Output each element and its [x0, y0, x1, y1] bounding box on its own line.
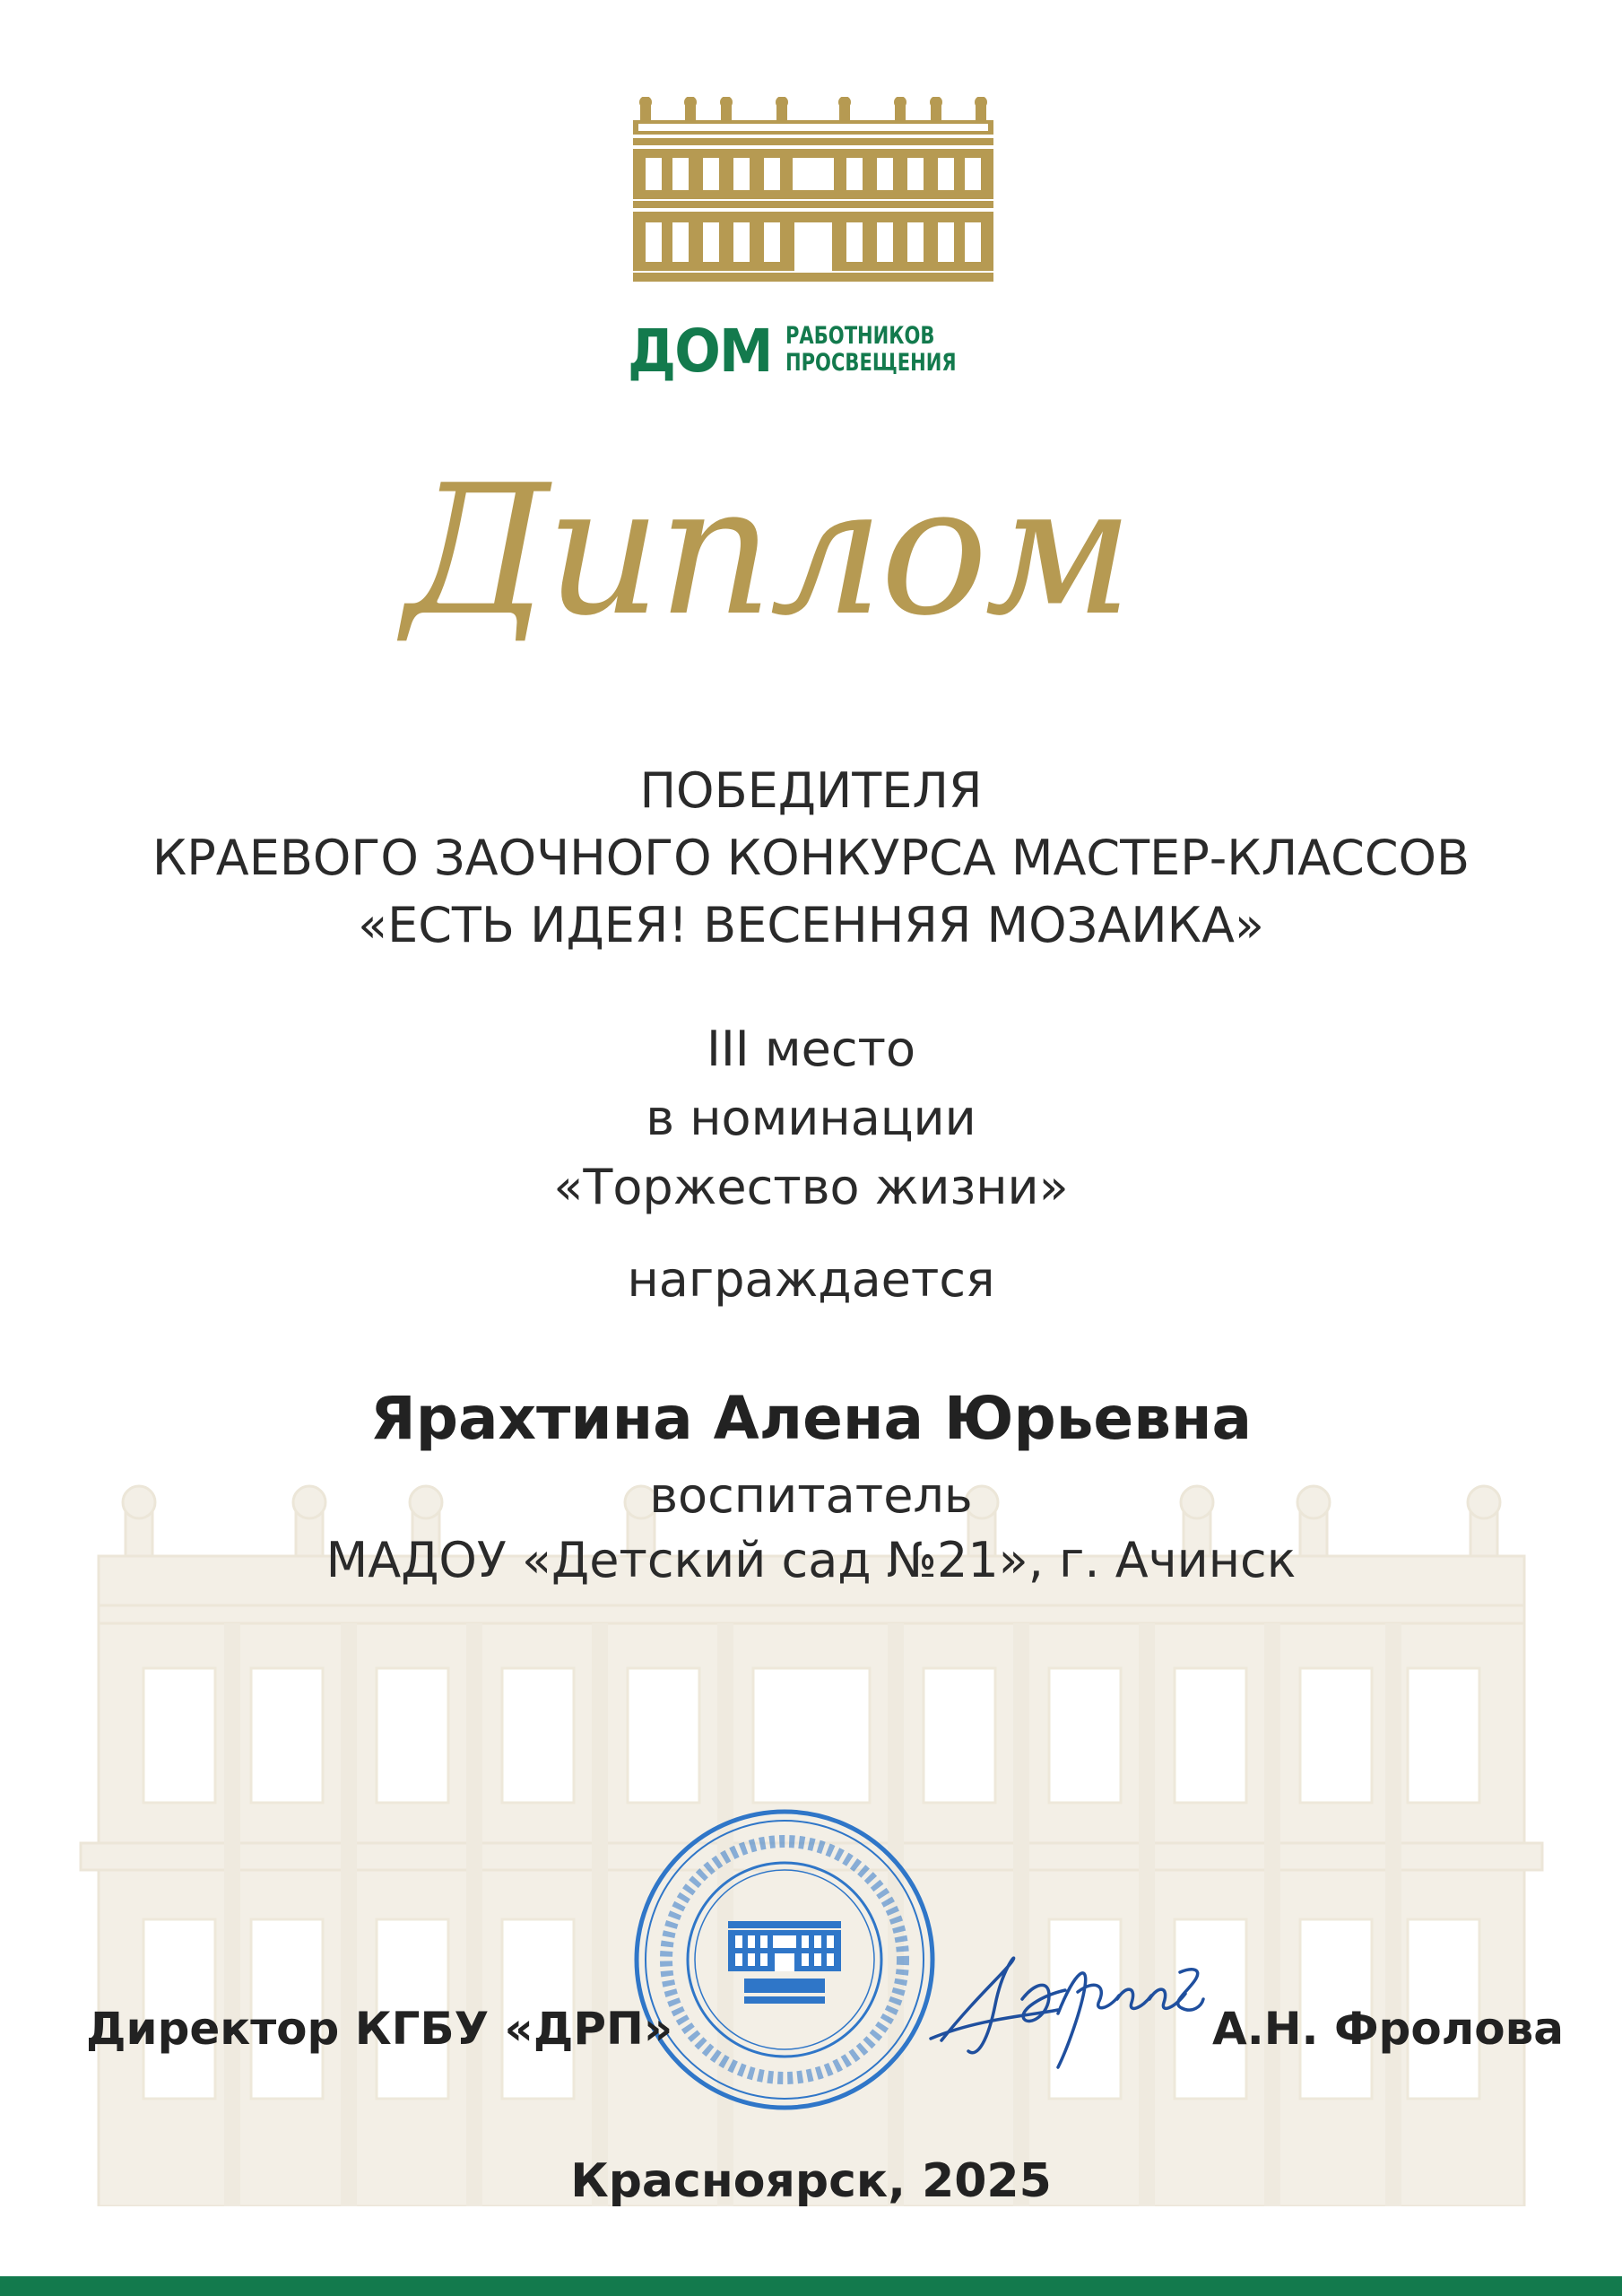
- recipient-organization: МАДОУ «Детский сад №21», г. Ачинск: [325, 1532, 1297, 1588]
- handwritten-signature: [924, 1933, 1210, 2085]
- bottom-accent-bar: [0, 2276, 1622, 2296]
- award-heading-contest-name: «ЕСТЬ ИДЕЯ! ВЕСЕННЯЯ МОЗАИКА»: [358, 897, 1264, 953]
- logo-word-dom: ДОМ: [628, 317, 772, 386]
- director-name: А.Н. Фролова: [1212, 2003, 1565, 2055]
- building-icon: [633, 97, 993, 282]
- diploma-title: Диплом: [403, 447, 1130, 656]
- award-heading-winner: ПОБЕДИТЕЛЯ: [639, 762, 983, 819]
- logo-subtitle: [785, 323, 957, 377]
- logo-word-workers: РАБОТНИКОВ: [785, 322, 935, 350]
- organization-logo: [628, 316, 1004, 387]
- city-year: Красноярск, 2025: [570, 2154, 1052, 2208]
- award-heading-contest: КРАЕВОГО ЗАОЧНОГО КОНКУРСА МАСТЕР-КЛАССОВ: [152, 830, 1470, 886]
- awarded-label: награждается: [627, 1251, 995, 1308]
- award-place: III место: [706, 1021, 916, 1077]
- official-stamp-icon: [628, 1803, 941, 2117]
- recipient-name: Ярахтина Алена Юрьевна: [369, 1384, 1253, 1453]
- director-title: Директор КГБУ «ДРП»: [86, 2003, 673, 2055]
- recipient-position: воспитатель: [649, 1467, 973, 1524]
- award-nomination: «Торжество жизни»: [553, 1159, 1069, 1215]
- award-nomination-prefix: в номинации: [646, 1090, 976, 1146]
- logo-word-education: ПРОСВЕЩЕНИЯ: [785, 349, 957, 377]
